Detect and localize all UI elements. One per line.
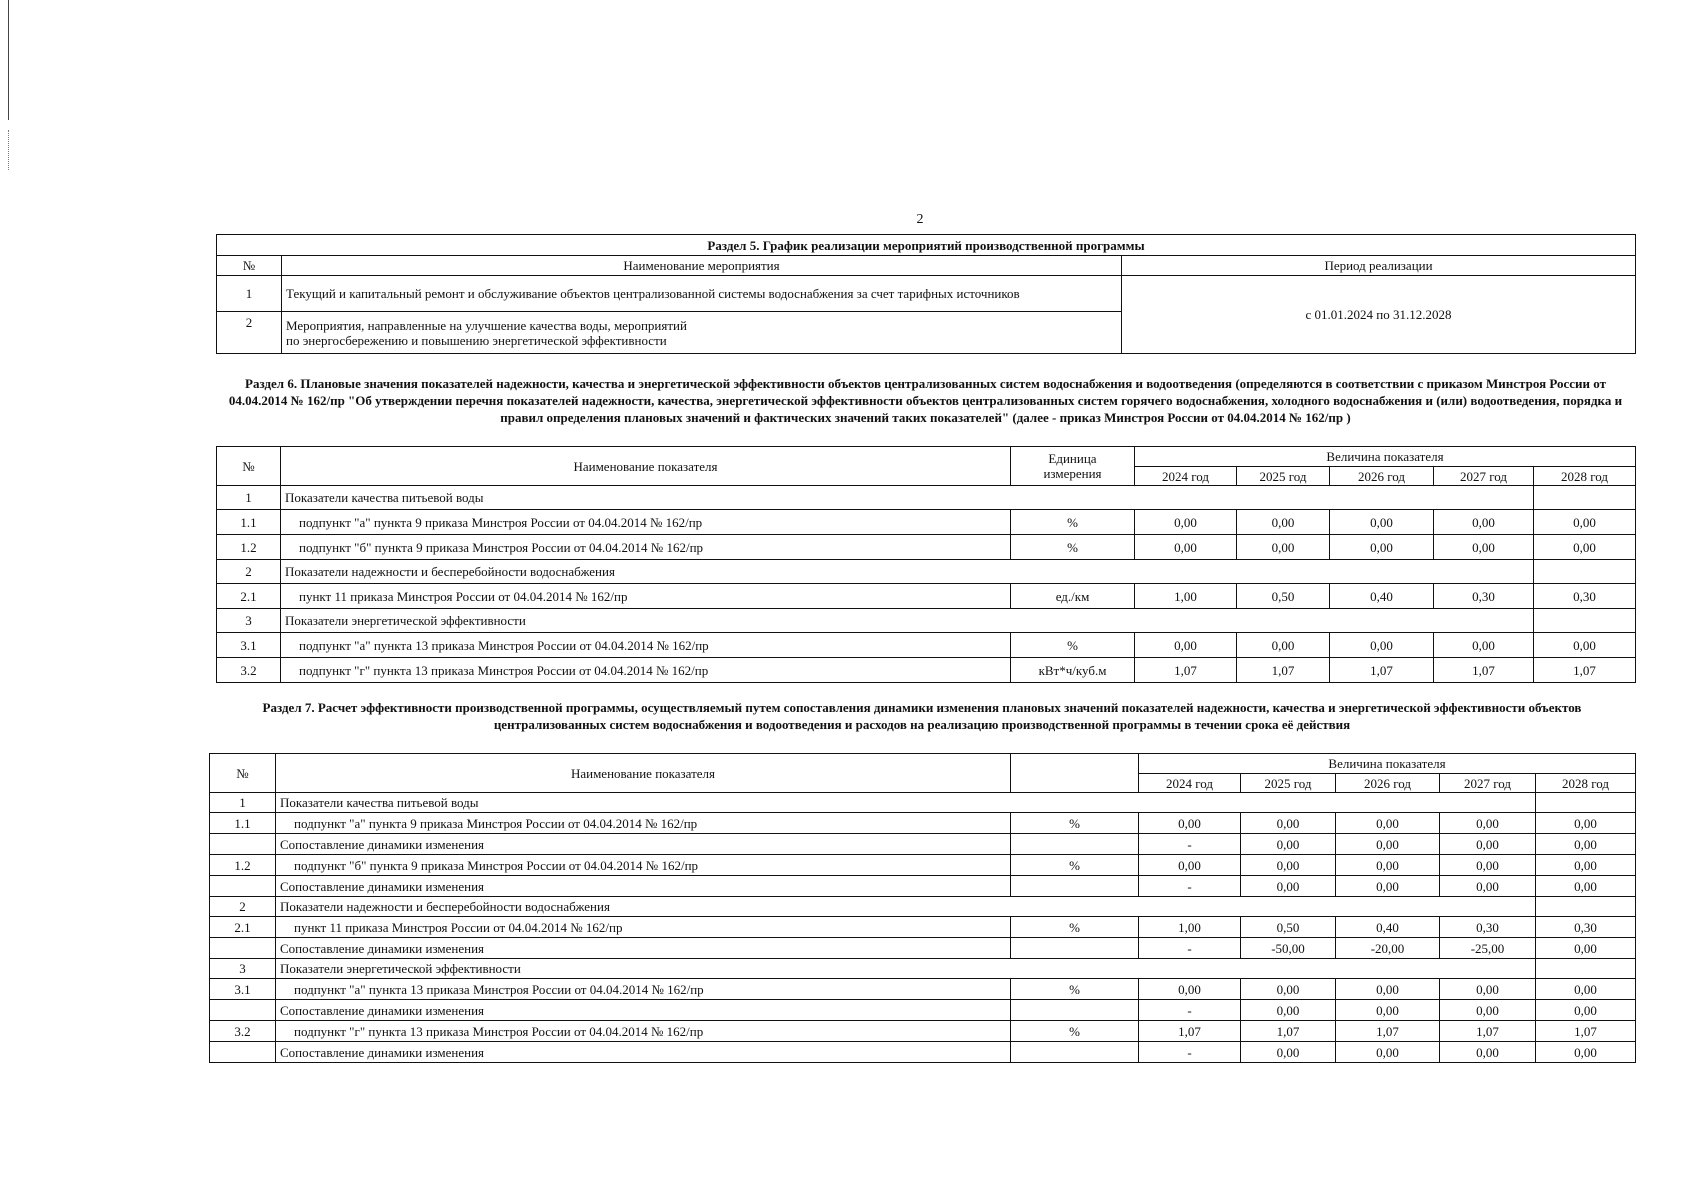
value-cell: 0,00 [1330, 633, 1434, 658]
section7-year-2025: 2025 год [1241, 774, 1336, 793]
empty-cell [1011, 938, 1139, 959]
value-cell: 0,00 [1139, 979, 1241, 1000]
dynamics-label: Сопоставление динамики изменения [276, 1042, 1011, 1063]
section5-row2-num: 2 [217, 312, 282, 354]
page-number: 2 [916, 212, 924, 227]
scan-edge-dots [8, 130, 10, 170]
section7-year-2027: 2027 год [1440, 774, 1536, 793]
dynamics-cell: 0,00 [1241, 1042, 1336, 1063]
group-name: Показатели качества питьевой воды [276, 793, 1536, 813]
group-num: 1 [217, 486, 281, 510]
item-num: 2.1 [210, 917, 276, 938]
item-unit: % [1011, 917, 1139, 938]
value-cell: 0,00 [1536, 979, 1636, 1000]
value-cell: 0,00 [1534, 535, 1636, 560]
item-unit: ед./км [1011, 584, 1135, 609]
item-name: подпункт "г" пункта 13 приказа Минстроя России от 04.04.2014 № 162/пр [281, 658, 1011, 683]
value-cell: 0,40 [1330, 584, 1434, 609]
item-name: подпункт "а" пункта 9 приказа Минстроя России от 04.04.2014 № 162/пр [276, 813, 1011, 834]
dynamics-cell: 0,00 [1241, 834, 1336, 855]
group-num: 2 [210, 897, 276, 917]
value-cell: 0,00 [1330, 510, 1434, 535]
section6-year-2024: 2024 год [1135, 467, 1237, 486]
item-name: подпункт "а" пункта 9 приказа Минстроя России от 04.04.2014 № 162/пр [281, 510, 1011, 535]
value-cell: 0,00 [1241, 813, 1336, 834]
dynamics-cell: 0,00 [1536, 1042, 1636, 1063]
scan-edge-line [8, 0, 9, 120]
value-cell: 0,00 [1434, 535, 1534, 560]
section6-col-name: Наименование показателя [281, 447, 1011, 486]
section6-item-row [217, 535, 1636, 560]
section7-dynamics-row [210, 876, 1636, 897]
item-num: 3.2 [217, 658, 281, 683]
group-num: 2 [217, 560, 281, 584]
dynamics-cell: -25,00 [1440, 938, 1536, 959]
dynamics-cell: -50,00 [1241, 938, 1336, 959]
value-cell: 1,07 [1237, 658, 1330, 683]
section6-year-2027: 2027 год [1434, 467, 1534, 486]
value-cell: 0,00 [1536, 855, 1636, 876]
dynamics-cell: -20,00 [1336, 938, 1440, 959]
dynamics-cell: - [1139, 876, 1241, 897]
item-num: 1.1 [210, 813, 276, 834]
dynamics-cell: 0,00 [1336, 1000, 1440, 1021]
empty-cell [210, 1042, 276, 1063]
section5-table [216, 234, 1636, 354]
dynamics-cell: 0,00 [1241, 876, 1336, 897]
dynamics-cell: - [1139, 938, 1241, 959]
group-num: 3 [210, 959, 276, 979]
dynamics-cell: 0,00 [1440, 1000, 1536, 1021]
value-cell: 0,00 [1336, 813, 1440, 834]
item-unit: % [1011, 813, 1139, 834]
item-num: 3.1 [210, 979, 276, 1000]
empty-cell [1536, 793, 1636, 813]
value-cell: 0,50 [1237, 584, 1330, 609]
empty-cell [210, 1000, 276, 1021]
section6-year-2028: 2028 год [1534, 467, 1636, 486]
section5-col-name: Наименование мероприятия [282, 256, 1122, 276]
section6-year-2025: 2025 год [1237, 467, 1330, 486]
group-num: 1 [210, 793, 276, 813]
value-cell: 1,07 [1241, 1021, 1336, 1042]
empty-cell [210, 834, 276, 855]
section5-period: с 01.01.2024 по 31.12.2028 [1122, 276, 1636, 354]
empty-cell [1536, 897, 1636, 917]
value-cell: 0,40 [1336, 917, 1440, 938]
section7-year-2028: 2028 год [1536, 774, 1636, 793]
section6-item-row [217, 510, 1636, 535]
section5-title: Раздел 5. График реализации мероприятий производственной программы [217, 235, 1636, 256]
dynamics-cell: 0,00 [1241, 1000, 1336, 1021]
section5-row2-name-line2: по энергосбережению и повышению энергетической эффективности [286, 332, 667, 348]
section6-col-num: № [217, 447, 281, 486]
value-cell: 1,07 [1534, 658, 1636, 683]
item-name: подпункт "а" пункта 13 приказа Минстроя России от 04.04.2014 № 162/пр [281, 633, 1011, 658]
item-name: пункт 11 приказа Минстроя России от 04.04.2014 № 162/пр [276, 917, 1011, 938]
group-name: Показатели надежности и бесперебойности водоснабжения [276, 897, 1536, 917]
section7-dynamics-row [210, 834, 1636, 855]
section7-col-name: Наименование показателя [276, 754, 1011, 793]
section7-heading: Раздел 7. Расчет эффективности производственной программы, осуществляемый путем сопоставления динамики изменения плановых значений показателей надежности, качества и энергетической эффективности объектов централизованных систем водоснабжения и водоотведения и расходов на реализацию производственной программы в течении срока её действия [262, 700, 1582, 732]
dynamics-cell: 0,00 [1336, 1042, 1440, 1063]
item-name: подпункт "г" пункта 13 приказа Минстроя России от 04.04.2014 № 162/пр [276, 1021, 1011, 1042]
dynamics-cell: - [1139, 1042, 1241, 1063]
value-cell: 0,00 [1139, 813, 1241, 834]
section6-heading: Раздел 6. Плановые значения показателей надежности, качества и энергетической эффективности объектов централизованных систем водоснабжения и водоотведения (определяются в соответствии с приказом Минстроя России от 04.04.2014 № 162/пр "Об утверждении перечня показателей надежности, качества, энергетической эффективности объектов централизованных систем горячего водоснабжения, холодного водоснабжения и (или) водоотведения, порядка и правил определения плановых значений и фактических значений таких показателей" (далее - приказ Минстроя России от 04.04.2014 № 162/пр ) [228, 376, 1623, 425]
value-cell: 0,00 [1241, 855, 1336, 876]
dynamics-cell: - [1139, 834, 1241, 855]
section7-col-num: № [210, 754, 276, 793]
value-cell: 0,00 [1241, 979, 1336, 1000]
item-unit: % [1011, 633, 1135, 658]
item-num: 3.2 [210, 1021, 276, 1042]
value-cell: 0,00 [1135, 535, 1237, 560]
item-name: подпункт "а" пункта 13 приказа Минстроя России от 04.04.2014 № 162/пр [276, 979, 1011, 1000]
value-cell: 0,00 [1336, 855, 1440, 876]
empty-cell [1011, 1000, 1139, 1021]
group-name: Показатели энергетической эффективности [276, 959, 1536, 979]
empty-cell [1011, 876, 1139, 897]
value-cell: 1,07 [1330, 658, 1434, 683]
section7-table [209, 753, 1636, 1063]
section6-item-row [217, 658, 1636, 683]
dynamics-cell: 0,00 [1440, 834, 1536, 855]
value-cell: 0,00 [1135, 510, 1237, 535]
group-num: 3 [217, 609, 281, 633]
section6-item-row [217, 584, 1636, 609]
value-cell: 0,00 [1534, 510, 1636, 535]
section7-item-row [210, 1021, 1636, 1042]
value-cell: 0,30 [1434, 584, 1534, 609]
section5-col-num: № [217, 256, 282, 276]
section6-col-unit [1011, 447, 1135, 486]
section6-col-unit-line2: измерения [1043, 466, 1102, 481]
section6-col-value: Величина показателя [1135, 447, 1636, 467]
section7-dynamics-row [210, 1000, 1636, 1021]
empty-cell [1534, 560, 1636, 584]
item-unit: % [1011, 535, 1135, 560]
section7-col-value: Величина показателя [1139, 754, 1636, 774]
item-name: подпункт "б" пункта 9 приказа Минстроя России от 04.04.2014 № 162/пр [276, 855, 1011, 876]
item-unit: % [1011, 1021, 1139, 1042]
dynamics-label: Сопоставление динамики изменения [276, 938, 1011, 959]
section7-year-2026: 2026 год [1336, 774, 1440, 793]
section5-row2-name [282, 312, 1122, 354]
value-cell: 1,07 [1536, 1021, 1636, 1042]
section5-row2-name-line1: Мероприятия, направленные на улучшение качества воды, мероприятий [286, 317, 687, 333]
empty-cell [1534, 486, 1636, 510]
value-cell: 0,00 [1534, 633, 1636, 658]
section7-item-row [210, 979, 1636, 1000]
section7-group-row [210, 897, 1636, 917]
dynamics-cell: 0,00 [1336, 834, 1440, 855]
value-cell: 0,00 [1440, 813, 1536, 834]
dynamics-cell: 0,00 [1536, 938, 1636, 959]
section6-col-unit-line1: Единица [1048, 451, 1097, 466]
section6-year-2026: 2026 год [1330, 467, 1434, 486]
dynamics-cell: 0,00 [1536, 876, 1636, 897]
empty-cell [1536, 959, 1636, 979]
section7-item-row [210, 813, 1636, 834]
dynamics-cell: 0,00 [1536, 1000, 1636, 1021]
value-cell: 0,50 [1241, 917, 1336, 938]
section7-col-unit-empty [1011, 754, 1139, 793]
dynamics-label: Сопоставление динамики изменения [276, 1000, 1011, 1021]
value-cell: 0,00 [1440, 855, 1536, 876]
empty-cell [210, 938, 276, 959]
group-name: Показатели энергетической эффективности [281, 609, 1534, 633]
section6-group-row [217, 609, 1636, 633]
section6-table [216, 446, 1636, 683]
value-cell: 0,00 [1135, 633, 1237, 658]
section6-group-row [217, 486, 1636, 510]
dynamics-cell: - [1139, 1000, 1241, 1021]
value-cell: 0,00 [1434, 510, 1534, 535]
section6-item-row [217, 633, 1636, 658]
value-cell: 0,00 [1434, 633, 1534, 658]
item-num: 1.2 [217, 535, 281, 560]
section7-year-2024: 2024 год [1139, 774, 1241, 793]
value-cell: 0,00 [1440, 979, 1536, 1000]
value-cell: 0,30 [1440, 917, 1536, 938]
empty-cell [1011, 1042, 1139, 1063]
section7-item-row [210, 855, 1636, 876]
value-cell: 0,00 [1237, 633, 1330, 658]
item-num: 1.2 [210, 855, 276, 876]
dynamics-cell: 0,00 [1440, 876, 1536, 897]
item-num: 3.1 [217, 633, 281, 658]
dynamics-label: Сопоставление динамики изменения [276, 876, 1011, 897]
dynamics-cell: 0,00 [1336, 876, 1440, 897]
dynamics-cell: 0,00 [1440, 1042, 1536, 1063]
dynamics-label: Сопоставление динамики изменения [276, 834, 1011, 855]
group-name: Показатели надежности и бесперебойности водоснабжения [281, 560, 1534, 584]
value-cell: 0,00 [1237, 510, 1330, 535]
value-cell: 1,00 [1139, 917, 1241, 938]
section5-row1-name: Текущий и капитальный ремонт и обслуживание объектов централизованной системы водоснабжения за счет тарифных источников [282, 276, 1122, 312]
dynamics-cell: 0,00 [1536, 834, 1636, 855]
empty-cell [1534, 609, 1636, 633]
item-num: 1.1 [217, 510, 281, 535]
value-cell: 0,00 [1336, 979, 1440, 1000]
value-cell: 1,07 [1336, 1021, 1440, 1042]
value-cell: 1,07 [1434, 658, 1534, 683]
section7-item-row [210, 917, 1636, 938]
empty-cell [1011, 834, 1139, 855]
value-cell: 1,07 [1440, 1021, 1536, 1042]
item-name: пункт 11 приказа Минстроя России от 04.04.2014 № 162/пр [281, 584, 1011, 609]
value-cell: 0,00 [1139, 855, 1241, 876]
section7-group-row [210, 959, 1636, 979]
section7-dynamics-row [210, 1042, 1636, 1063]
value-cell: 1,07 [1139, 1021, 1241, 1042]
value-cell: 0,00 [1536, 813, 1636, 834]
value-cell: 0,30 [1534, 584, 1636, 609]
value-cell: 1,00 [1135, 584, 1237, 609]
value-cell: 0,00 [1237, 535, 1330, 560]
group-name: Показатели качества питьевой воды [281, 486, 1534, 510]
section5-row1-num: 1 [217, 276, 282, 312]
item-unit: % [1011, 855, 1139, 876]
item-unit: % [1011, 979, 1139, 1000]
item-unit: кВт*ч/куб.м [1011, 658, 1135, 683]
value-cell: 0,00 [1330, 535, 1434, 560]
empty-cell [210, 876, 276, 897]
section6-group-row [217, 560, 1636, 584]
item-num: 2.1 [217, 584, 281, 609]
item-unit: % [1011, 510, 1135, 535]
item-name: подпункт "б" пункта 9 приказа Минстроя России от 04.04.2014 № 162/пр [281, 535, 1011, 560]
section7-group-row [210, 793, 1636, 813]
value-cell: 1,07 [1135, 658, 1237, 683]
value-cell: 0,30 [1536, 917, 1636, 938]
section7-dynamics-row [210, 938, 1636, 959]
section5-col-period: Период реализации [1122, 256, 1636, 276]
